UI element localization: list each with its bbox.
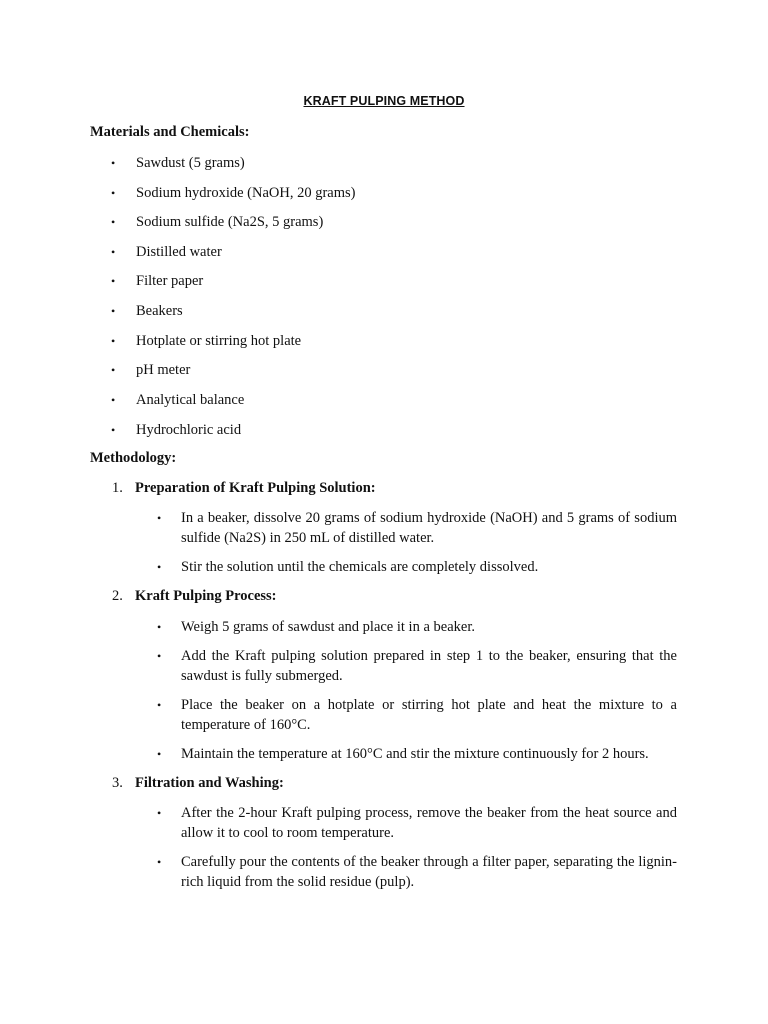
step-item-text: Stir the solution until the chemicals are completely dissolved. — [181, 559, 539, 575]
bullet-icon: • — [157, 806, 162, 820]
methodology-heading: Methodology: — [90, 450, 177, 466]
materials-item-text: Sodium hydroxide (NaOH, 20 grams) — [136, 185, 356, 201]
step-item-text: Maintain the temperature at 160°C and stir the mixture continuously for 2 hours. — [181, 746, 649, 762]
document-title: KRAFT PULPING METHOD — [303, 94, 465, 108]
step-title: Preparation of Kraft Pulping Solution: — [135, 480, 376, 496]
materials-item-text: Filter paper — [136, 273, 204, 289]
step-item-text: Place the beaker on a hotplate or stirring hot plate and heat the mixture to a temperature of 160°C. — [181, 697, 677, 733]
step-title: Kraft Pulping Process: — [135, 588, 277, 604]
bullet-icon: • — [111, 215, 116, 229]
bullet-icon: • — [111, 393, 116, 407]
bullet-icon: • — [111, 156, 116, 170]
materials-heading: Materials and Chemicals: — [90, 124, 250, 140]
bullet-icon: • — [111, 304, 116, 318]
bullet-icon: • — [111, 363, 116, 377]
step-title: Filtration and Washing: — [135, 775, 284, 791]
bullet-icon: • — [157, 511, 162, 525]
materials-item-text: Hydrochloric acid — [136, 422, 242, 438]
materials-item-text: pH meter — [136, 362, 191, 378]
step-number: 3. — [112, 775, 123, 791]
materials-item-text: Beakers — [136, 303, 183, 319]
bullet-icon: • — [157, 855, 162, 869]
bullet-icon: • — [157, 560, 162, 574]
materials-item-text: Sawdust (5 grams) — [136, 155, 245, 171]
step-item-text: Weigh 5 grams of sawdust and place it in a beaker. — [181, 619, 475, 635]
bullet-icon: • — [111, 423, 116, 437]
step-item-text: In a beaker, dissolve 20 grams of sodium hydroxide (NaOH) and 5 grams of sodium sulfide (Na2S) in 250 mL of distilled water. — [181, 510, 677, 546]
bullet-icon: • — [111, 334, 116, 348]
step-number: 2. — [112, 588, 123, 604]
materials-item-text: Hotplate or stirring hot plate — [136, 333, 302, 349]
bullet-icon: • — [157, 698, 162, 712]
bullet-icon: • — [111, 186, 116, 200]
step-item-text: After the 2-hour Kraft pulping process, remove the beaker from the heat source and allow it to cool to room temperature. — [181, 805, 677, 841]
bullet-icon: • — [157, 649, 162, 663]
materials-item-text: Sodium sulfide (Na2S, 5 grams) — [136, 214, 324, 230]
step-item-text: Add the Kraft pulping solution prepared in step 1 to the beaker, ensuring that the sawdust is fully submerged. — [181, 648, 677, 684]
materials-item-text: Distilled water — [136, 244, 222, 260]
bullet-icon: • — [157, 747, 162, 761]
step-item-text: Carefully pour the contents of the beaker through a filter paper, separating the lignin-rich liquid from the solid residue (pulp). — [181, 854, 677, 890]
materials-item-text: Analytical balance — [136, 392, 245, 408]
step-number: 1. — [112, 480, 123, 496]
bullet-icon: • — [111, 245, 116, 259]
bullet-icon: • — [111, 274, 116, 288]
bullet-icon: • — [157, 620, 162, 634]
